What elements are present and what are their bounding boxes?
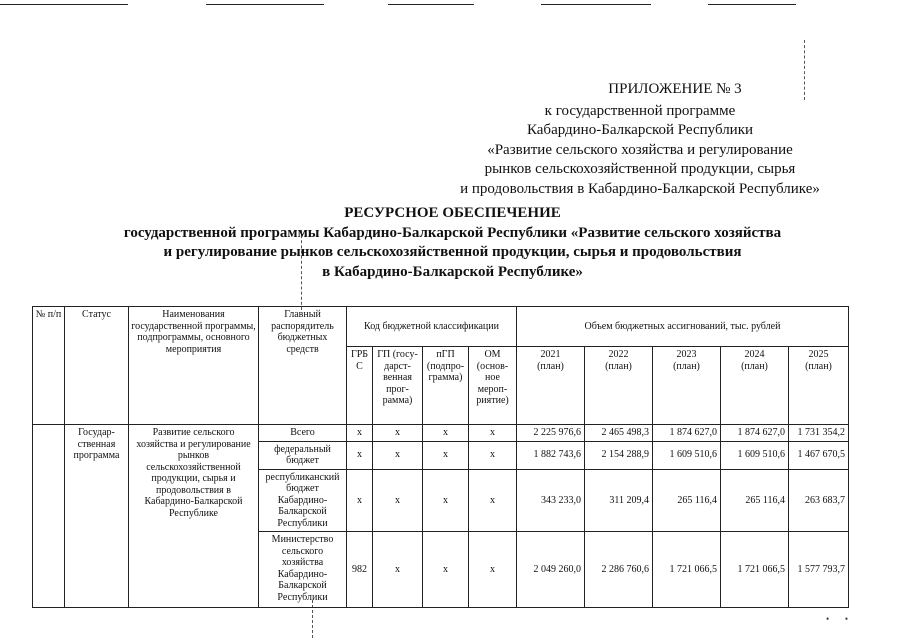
year-label: 2022 (608, 349, 629, 360)
header-year (585, 347, 653, 425)
year-note: (план) (741, 360, 768, 372)
cell-value: 263 683,7 (789, 469, 849, 532)
cell-value: 1 467 670,5 (789, 441, 849, 469)
cell-value: 1 874 627,0 (721, 425, 789, 442)
cell-value: 1 874 627,0 (653, 425, 721, 442)
year-label: 2021 (540, 349, 561, 360)
year-label: 2025 (808, 349, 829, 360)
cell-value: 1 609 510,6 (653, 441, 721, 469)
year-note: (план) (537, 360, 564, 372)
cell-om: х (469, 469, 517, 532)
cell-grbs: х (347, 469, 373, 532)
title-line: в Кабардино-Балкарской Республике» (322, 263, 583, 280)
cell-value: 2 286 760,6 (585, 532, 653, 608)
resource-table (32, 306, 849, 608)
header-year (789, 347, 849, 425)
scan-line (708, 4, 796, 5)
cell-value: 265 116,4 (653, 469, 721, 532)
year-label: 2023 (676, 349, 697, 360)
appendix-line: рынков сельскохозяйственной продукции, сырья (484, 161, 796, 177)
cell-gp: х (373, 469, 423, 532)
cell-om: х (469, 532, 517, 608)
cell-grbs: х (347, 441, 373, 469)
cell-gp: х (373, 532, 423, 608)
scan-line (541, 4, 651, 5)
header-year (653, 347, 721, 425)
scan-line (206, 4, 324, 5)
cell-om: х (469, 425, 517, 442)
header-manager: Главный распорядитель бюджетных средств (259, 307, 347, 425)
cell-value: 2 154 288,9 (585, 441, 653, 469)
header-year (517, 347, 585, 425)
table-row (33, 425, 849, 442)
cell-value: 2 465 498,3 (585, 425, 653, 442)
header-gp: ГП (госу-дарст-венная прог-рамма) (373, 347, 423, 425)
header-year (721, 347, 789, 425)
header-status: Статус (65, 307, 129, 425)
title-line: и регулирование рынков сельскохозяйственной продукции, сырья и продовольствия (163, 244, 742, 260)
cell-value: 1 721 066,5 (653, 532, 721, 608)
year-note: (план) (805, 360, 832, 372)
appendix-line: и продовольствия в Кабардино-Балкарской Республике» (460, 180, 820, 197)
cell-pgp: х (423, 425, 469, 442)
header-grbs: ГРБ С (347, 347, 373, 425)
title-main: РЕСУРСНОЕ ОБЕСПЕЧЕНИЕ (344, 205, 561, 221)
scan-line (388, 4, 474, 5)
header-volume: Объем бюджетных ассигнований, тыс. рублей (517, 307, 849, 347)
cell-value: 265 116,4 (721, 469, 789, 532)
header-pgp: пГП (подпро-грамма) (423, 347, 469, 425)
title-line: государственной программы Кабардино-Балкарской Республики «Развитие сельского хозяйства (123, 224, 782, 241)
cell-value: 1 882 743,6 (517, 441, 585, 469)
year-note: (план) (673, 360, 700, 372)
cell-value: 1 721 066,5 (721, 532, 789, 608)
cell-value: 2 225 976,6 (517, 425, 585, 442)
cell-value: 1 731 354,2 (789, 425, 849, 442)
scan-dots: • • (826, 614, 849, 624)
appendix-line: Кабардино-Балкарской Республики (526, 122, 754, 138)
cell-grbs: 982 (347, 532, 373, 608)
appendix-block (430, 80, 850, 199)
cell-num (33, 425, 65, 608)
year-label: 2024 (744, 349, 765, 360)
document-title (0, 204, 905, 282)
cell-source: Всего (259, 425, 347, 442)
appendix-line: к государственной программе (544, 102, 736, 119)
scan-line (0, 4, 128, 5)
cell-value: 311 209,4 (585, 469, 653, 532)
cell-pgp: х (423, 469, 469, 532)
cell-value: 1 609 510,6 (721, 441, 789, 469)
year-note: (план) (605, 360, 632, 372)
header-row (33, 307, 849, 347)
cell-source: республиканский бюджет Кабардино-Балкарской Республики (259, 469, 347, 532)
cell-gp: х (373, 425, 423, 442)
appendix-heading: ПРИЛОЖЕНИЕ № 3 (608, 81, 742, 97)
header-om: ОМ (основ-ное мероп-риятие) (469, 347, 517, 425)
cell-source: федеральный бюджет (259, 441, 347, 469)
cell-value: 343 233,0 (517, 469, 585, 532)
cell-value: 2 049 260,0 (517, 532, 585, 608)
appendix-line: «Развитие сельского хозяйства и регулирование (487, 141, 793, 158)
cell-gp: х (373, 441, 423, 469)
header-code: Код бюджетной классификации (347, 307, 517, 347)
cell-grbs: х (347, 425, 373, 442)
cell-om: х (469, 441, 517, 469)
header-name: Наименования государственной программы, подпрограммы, основного мероприятия (129, 307, 259, 425)
cell-status: Государ-ственная программа (65, 425, 129, 608)
header-num: № п/п (33, 307, 65, 425)
cell-pgp: х (423, 532, 469, 608)
cell-source: Министерство сельского хозяйства Кабардино-Балкарской Республики (259, 532, 347, 608)
cell-program-name: Развитие сельского хозяйства и регулирование рынков сельскохозяйственной продукции, сырья и продовольствия в Кабардино-Балкарской Республике (129, 425, 259, 608)
cell-pgp: х (423, 441, 469, 469)
cell-value: 1 577 793,7 (789, 532, 849, 608)
